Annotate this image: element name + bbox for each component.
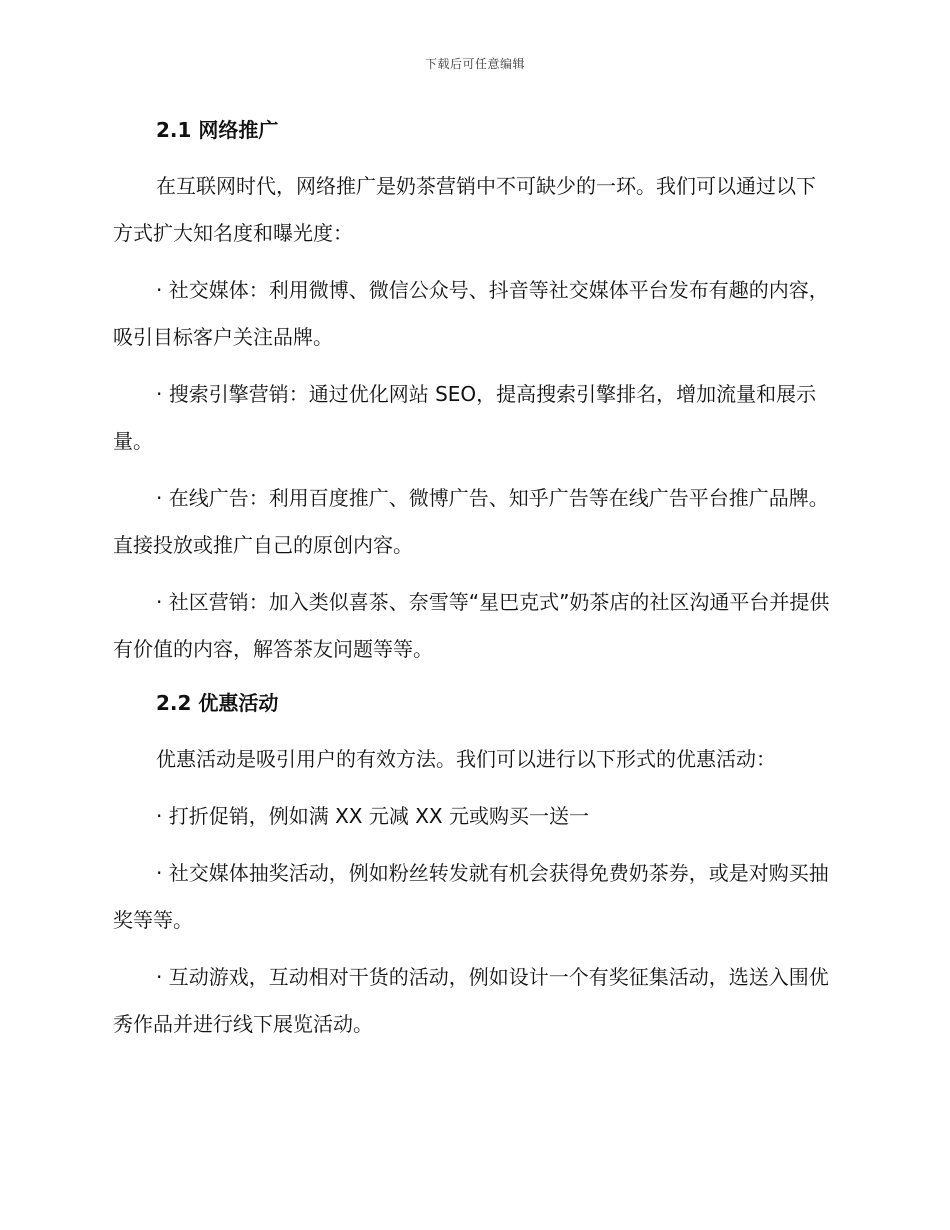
document-content	[113, 112, 833, 1048]
bullet-discount: · 打折促销，例如满 XX 元减 XX 元或购买一送一	[156, 804, 589, 828]
bullet-community-marketing: · 社区营销：加入类似喜茶、奈雪等“星巴克式”奶茶店的社区沟通平台并提供有价值的内容，解答茶友问题等等。	[113, 590, 830, 661]
bullet-interactive-game: · 互动游戏，互动相对干货的活动，例如设计一个有奖征集活动，选送入围优秀作品并进行线下展览活动。	[113, 965, 829, 1036]
section-heading-network-promotion: 2.1 网络推广	[156, 118, 279, 142]
bullet-social-media: · 社交媒体：利用微博、微信公众号、抖音等社交媒体平台发布有趣的内容，吸引目标客户关注品牌。	[113, 278, 829, 349]
paragraph-intro-network: 在互联网时代，网络推广是奶茶营销中不可缺少的一环。我们可以通过以下方式扩大知名度和曝光度：	[113, 174, 816, 245]
bullet-search-engine-marketing: · 搜索引擎营销：通过优化网站 SEO，提高搜索引擎排名，增加流量和展示量。	[113, 382, 817, 453]
page-header: 下载后可任意编辑	[424, 57, 525, 71]
bullet-lottery: · 社交媒体抽奖活动，例如粉丝转发就有机会获得免费奶茶券，或是对购买抽奖等等。	[113, 861, 829, 932]
section-heading-promotions: 2.2 优惠活动	[156, 691, 279, 715]
bullet-online-ads: · 在线广告：利用百度推广、微博广告、知乎广告等在线广告平台推广品牌。直接投放或推广自己的原创内容。	[113, 486, 829, 557]
paragraph-intro-promotions: 优惠活动是吸引用户的有效方法。我们可以进行以下形式的优惠活动：	[156, 747, 776, 771]
